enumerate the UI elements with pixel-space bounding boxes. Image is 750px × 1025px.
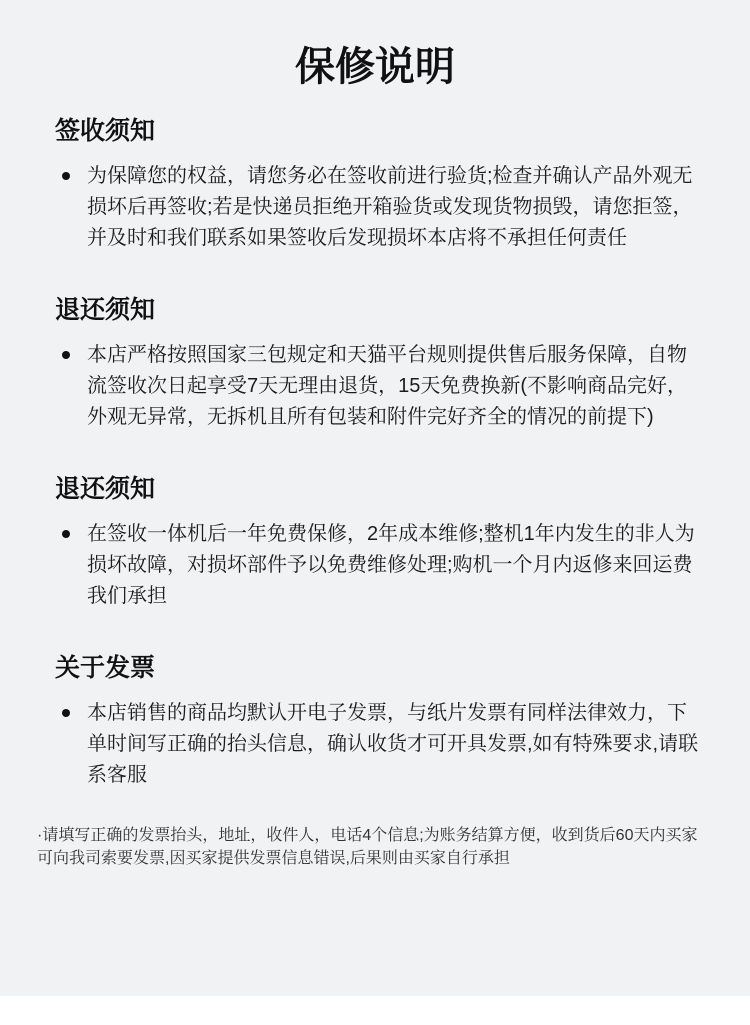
bullet-text: 本店严格按照国家三包规定和天猫平台规则提供售后服务保障，自物流签收次日起享受7天无理由退货，15天免费换新(不影响商品完好，外观无异常，无拆机且所有包装和附件完好齐全的情况的前提下) [87,344,688,428]
invoice-footnote: ·请填写正确的发票抬头，地址，收件人，电话4个信息;为账务结算方便，收到货后60天内买家可向我司索要发票,因买家提供发票信息错误,后果则由买家自行承担 [37,827,698,867]
section-heading: 退还须知 [55,475,156,503]
section-heading: 关于发票 [55,654,156,682]
bullet-text: 本店销售的商品均默认开电子发票，与纸片发票有同样法律效力，下单时间写正确的抬头信息，确认收货才可开具发票,如有特殊要求,请联系客服 [87,702,699,786]
section-return-notice-2 [55,474,700,612]
section-receipt-notice [55,116,700,254]
section-heading: 签收须知 [55,117,156,145]
bullet-icon [62,172,70,180]
bullet-icon [62,530,70,538]
bullet-text: 为保障您的权益，请您务必在签收前进行验货;检查并确认产品外观无损坏后再签收;若是快递员拒绝开箱验货或发现货物损毁，请您拒签，并及时和我们联系如果签收后发现损坏本店将不承担任何责任 [87,165,693,249]
bullet-item [55,698,700,791]
section-invoice-info [55,653,700,791]
bullet-icon [62,351,70,359]
section-heading: 退还须知 [55,296,156,324]
bullet-item [55,519,700,612]
section-return-notice-1 [55,295,700,433]
bullet-icon [62,709,70,717]
bullet-text: 在签收一体机后一年免费保修，2年成本维修;整机1年内发生的非人为损坏故障，对损坏部件予以免费维修处理;购机一个月内返修来回运费我们承担 [87,523,695,607]
page-title: 保修说明 [295,45,455,89]
bullet-item [55,340,700,433]
bullet-item [55,161,700,254]
